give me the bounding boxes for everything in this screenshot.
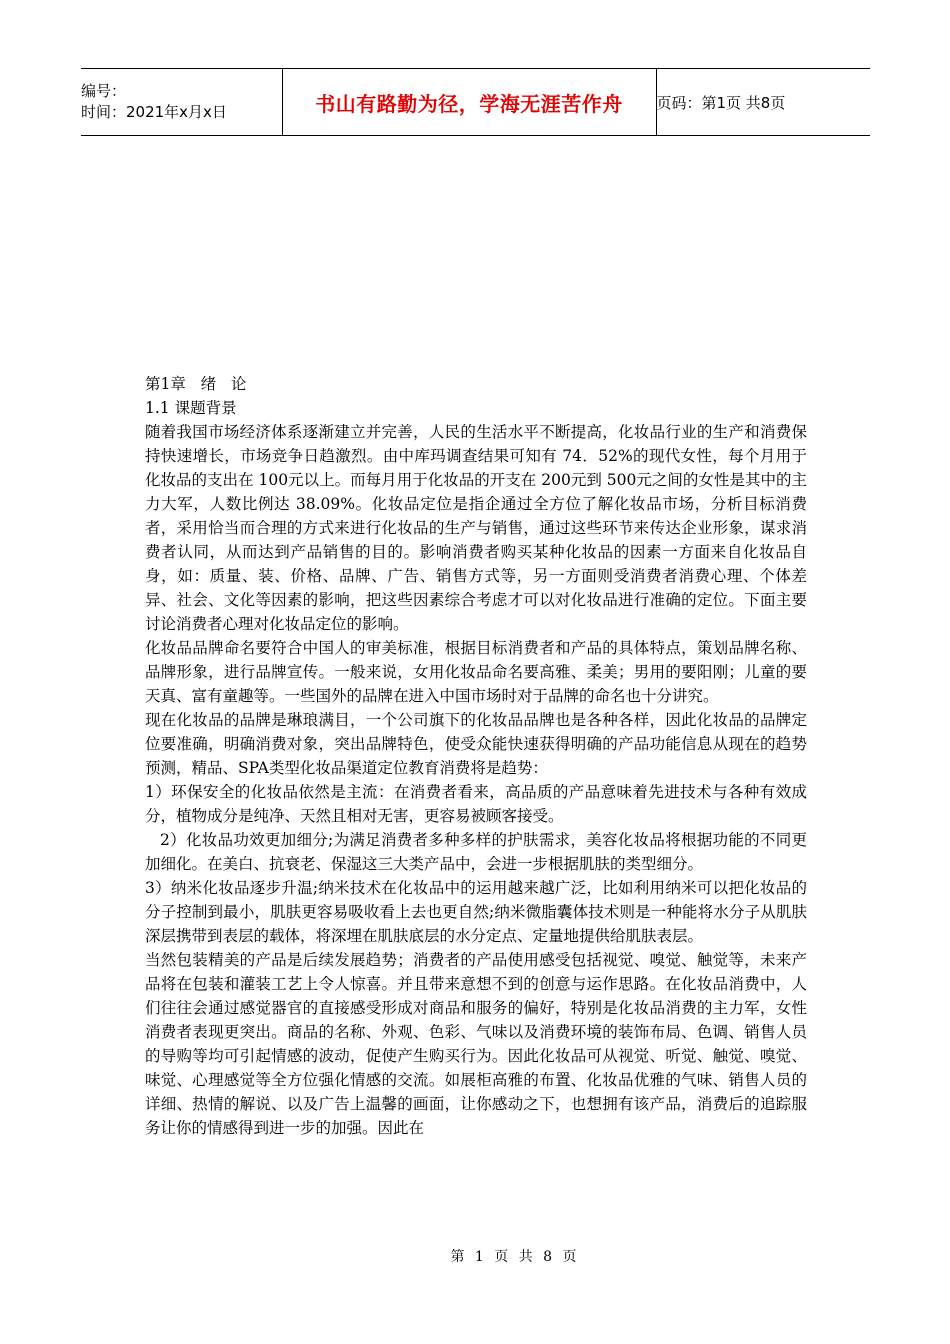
header-meta <box>81 69 282 136</box>
page-header <box>81 68 870 136</box>
paragraph: 现在化妆品的品牌是琳琅满目，一个公司旗下的化妆品品牌也是各种各样，因此化妆品的品牌定位要准确，明确消费对象，突出品牌特色，使受众能快速获得明确的产品功能信息从现在的趋势预测，精品、SPA类型化妆品渠道定位教育消费将是趋势： <box>145 711 807 777</box>
document-body <box>145 372 807 1140</box>
header-motto-cell <box>282 69 656 136</box>
date-line: 时间：2021年x月x日 <box>81 103 227 121</box>
list-item: 3）纳米化妆品逐步升温;纳米技术在化妆品中的运用越来越广泛，比如利用纳米可以把化妆品的分子控制到最小，肌肤更容易吸收看上去也更自然;纳米微脂囊体技术则是一种能将水分子从肌肤深层携带到表层的载体，将深埋在肌肤底层的水分定点、定量地提供给肌肤表层。 <box>145 879 807 945</box>
chapter-title: 第1章 绪 论 <box>145 375 247 393</box>
list-item: 1）环保安全的化妆品依然是主流：在消费者看来，高品质的产品意味着先进技术与各种有效成分，植物成分是纯净、天然且相对无害，更容易被顾客接受。 <box>145 783 807 825</box>
paragraph: 化妆品品牌命名要符合中国人的审美标准，根据目标消费者和产品的具体特点，策划品牌名称、品牌形象，进行品牌宣传。一般来说，女用化妆品命名要高雅、柔美；男用的要阳刚；儿童的要天真、富有童趣等。一些国外的品牌在进入中国市场时对于品牌的命名也十分讲究。 <box>145 639 807 705</box>
header-page-code: 页码：第1页 共8页 <box>656 69 870 136</box>
paragraph: 随着我国市场经济体系逐渐建立并完善，人民的生活水平不断提高，化妆品行业的生产和消费保持快速增长，市场竞争日趋激烈。由中库玛调查结果可知有 74．52%的现代女性，每个月用于化妆品的支出在 100元以上。而每月用于化妆品的开支在 200元到 500元之间的女性是其中的主力大军，人数比例达 38.09%。化妆品定位是指企通过全方位了解化妆品市场，分析目标消费者，采用恰当而合理的方式来进行化妆品的生产与销售，通过这些环节来传达企业形象，谋求消费者认同，从而达到产品销售的目的。影响消费者购买某种化妆品的因素一方面来自化妆品自身，如：质量、装、价格、品牌、广告、销售方式等，另一方面则受消费者消费心理、个体差异、社会、文化等因素的影响，把这些因素综合考虑才可以对化妆品进行准确的定位。下面主要讨论消费者心理对化妆品定位的影响。 <box>145 423 807 633</box>
header-motto: 书山有路勤为径，学海无涯苦作舟 <box>315 91 623 116</box>
section-title: 1.1 课题背景 <box>145 399 237 417</box>
paragraph: 当然包装精美的产品是后续发展趋势；消费者的产品使用感受包括视觉、嗅觉、触觉等，未来产品将在包装和灌装工艺上令人惊喜。并且带来意想不到的创意与运作思路。在化妆品消费中，人们往往会通过感觉器官的直接感受形成对商品和服务的偏好，特别是化妆品消费的主力军，女性消费者表现更突出。商品的名称、外观、色彩、气味以及消费环境的装饰布局、色调、销售人员的导购等均可引起情感的波动，促使产生购买行为。因此化妆品可从视觉、听觉、触觉、嗅觉、味觉、心理感觉等全方位强化情感的交流。如展柜高雅的布置、化妆品优雅的气味、销售人员的详细、热情的解说、以及广告上温馨的画面，让你感动之下，也想拥有该产品，消费后的追踪服务让你的情感得到进一步的加强。因此在 <box>145 951 807 1137</box>
serial-number-label: 编号： <box>81 82 127 100</box>
list-item: 2）化妆品功效更加细分;为满足消费者多种多样的护肤需求，美容化妆品将根据功能的不同更加细化。在美白、抗衰老、保湿这三大类产品中，会进一步根据肌肤的类型细分。 <box>145 831 807 873</box>
page-footer: 第 1 页 共 8 页 <box>450 1249 580 1265</box>
